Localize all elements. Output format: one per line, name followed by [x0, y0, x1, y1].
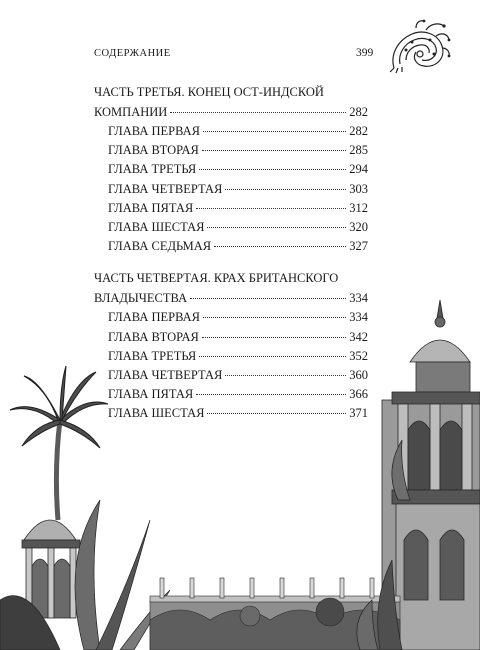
leader-dots [207, 227, 346, 228]
toc-part-4 [94, 268, 368, 423]
leader-dots [214, 246, 346, 247]
toc-entry[interactable] [94, 308, 368, 327]
garden-hedge [150, 578, 400, 650]
toc-entry[interactable] [94, 141, 368, 160]
toc-entry[interactable] [94, 404, 368, 423]
chapter-label: ГЛАВА ПЯТАЯ [108, 387, 194, 402]
part-page: 334 [349, 291, 368, 306]
leader-dots [196, 208, 346, 209]
leader-dots [202, 337, 346, 338]
chapter-page: 352 [349, 348, 368, 363]
foliage-right [357, 440, 410, 650]
part-title-line2: КОМПАНИИ [94, 105, 168, 119]
chapter-page: 294 [349, 162, 368, 177]
leader-dots [202, 150, 346, 151]
chapter-label: ГЛАВА ПЕРВАЯ [108, 124, 201, 138]
leader-dots [196, 394, 346, 395]
toc-part-3 [94, 82, 368, 256]
chapter-page: 327 [349, 239, 368, 254]
toc-entry[interactable] [94, 366, 368, 385]
part-title-line1: ЧАСТЬ ТРЕТЬЯ. КОНЕЦ ОСТ-ИНДСКОЙ [94, 85, 324, 99]
page-number: 399 [356, 47, 374, 59]
leader-dots [203, 317, 346, 318]
paisley-ornament-icon [386, 18, 452, 74]
leader-dots [199, 356, 346, 357]
chapter-label: ГЛАВА ПЕРВАЯ [108, 310, 201, 325]
leader-dots [207, 413, 346, 414]
chapter-label: ГЛАВА ПЯТАЯ [108, 200, 194, 215]
leader-dots [225, 375, 346, 376]
chapter-page: 285 [349, 143, 368, 158]
running-head: СОДЕРЖАНИЕ [94, 48, 171, 59]
part-title-line2: ВЛАДЫЧЕСТВА [94, 291, 188, 306]
chapter-label: ГЛАВА ШЕСТАЯ [108, 406, 205, 421]
chapter-page: 312 [349, 200, 368, 215]
leader-dots [170, 112, 346, 113]
toc-entry[interactable] [94, 180, 368, 199]
toc-entry[interactable] [94, 218, 368, 237]
chapter-page: 334 [349, 310, 368, 325]
part-title-line1: ЧАСТЬ ЧЕТВЕРТАЯ. КРАХ БРИТАНСКОГО [94, 271, 339, 286]
chapter-label: ГЛАВА ТРЕТЬЯ [108, 348, 197, 363]
chapter-label: ГЛАВА СЕДЬМАЯ [108, 239, 212, 254]
toc-entry[interactable] [94, 385, 368, 404]
toc-entry[interactable] [94, 160, 368, 179]
chapter-label: ГЛАВА ВТОРАЯ [108, 329, 199, 344]
leader-dots [203, 131, 346, 132]
chapter-page: 360 [349, 368, 368, 383]
chapter-page: 282 [349, 124, 368, 138]
toc-entry[interactable] [94, 237, 368, 256]
chapter-label: ГЛАВА ШЕСТАЯ [108, 220, 205, 235]
table-of-contents [94, 82, 368, 424]
leader-dots [225, 189, 346, 190]
toc-entry[interactable] [94, 328, 368, 347]
chapter-label: ГЛАВА ВТОРАЯ [108, 143, 199, 158]
leader-dots [190, 298, 346, 299]
palace-tower [382, 300, 480, 650]
chapter-page: 371 [349, 406, 368, 421]
left-pavilion [22, 520, 80, 618]
toc-entry[interactable] [94, 199, 368, 218]
chapter-page: 342 [349, 329, 368, 344]
part-page: 282 [349, 105, 368, 119]
chapter-page: 303 [349, 181, 368, 196]
foliage-left [0, 500, 170, 650]
toc-entry[interactable] [94, 122, 368, 141]
chapter-label: ГЛАВА ЧЕТВЕРТАЯ [108, 181, 223, 196]
chapter-page: 366 [349, 387, 368, 402]
chapter-label: ГЛАВА ЧЕТВЕРТАЯ [108, 368, 223, 383]
chapter-page: 320 [349, 220, 368, 235]
toc-entry[interactable] [94, 347, 368, 366]
chapter-label: ГЛАВА ТРЕТЬЯ [108, 162, 197, 177]
leader-dots [199, 169, 346, 170]
